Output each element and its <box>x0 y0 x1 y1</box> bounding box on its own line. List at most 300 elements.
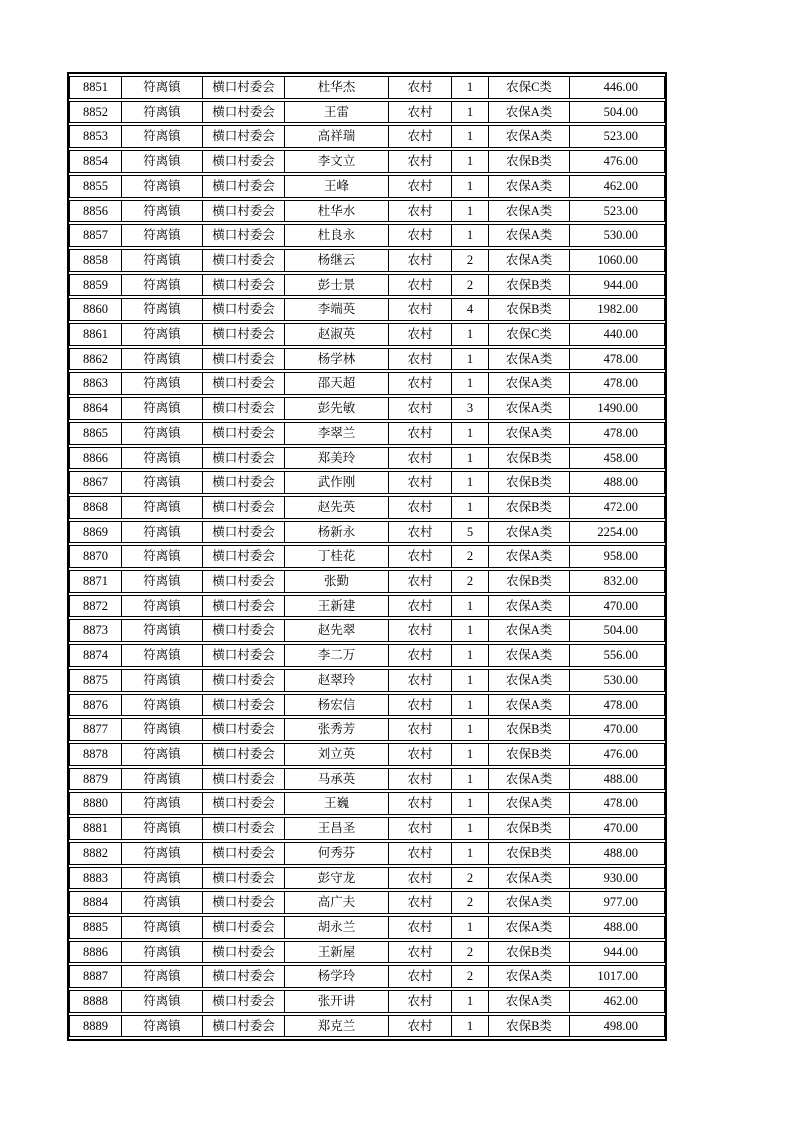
cell-insurance-category: 农保A类 <box>488 175 569 198</box>
cell-village-committee: 横口村委会 <box>202 817 284 840</box>
cell-town: 符离镇 <box>121 990 202 1013</box>
cell-town: 符离镇 <box>121 521 202 544</box>
cell-village-committee: 横口村委会 <box>202 101 284 124</box>
cell-village-committee: 横口村委会 <box>202 372 284 395</box>
cell-amount: 470.00 <box>569 595 665 618</box>
cell-household-type: 农村 <box>388 545 451 568</box>
cell-person-count: 1 <box>451 200 488 223</box>
cell-person-name: 赵翠玲 <box>284 669 388 692</box>
table-row <box>69 125 665 148</box>
cell-household-type: 农村 <box>388 1015 451 1038</box>
table-row <box>69 397 665 420</box>
cell-town: 符离镇 <box>121 644 202 667</box>
cell-person-count: 1 <box>451 595 488 618</box>
cell-household-type: 农村 <box>388 323 451 346</box>
cell-person-name: 赵先翠 <box>284 619 388 642</box>
cell-village-committee: 横口村委会 <box>202 743 284 766</box>
cell-person-count: 4 <box>451 298 488 321</box>
cell-insurance-category: 农保A类 <box>488 595 569 618</box>
cell-village-committee: 横口村委会 <box>202 422 284 445</box>
cell-serial-number: 8865 <box>69 422 121 445</box>
cell-household-type: 农村 <box>388 891 451 914</box>
cell-insurance-category: 农保B类 <box>488 743 569 766</box>
cell-insurance-category: 农保B类 <box>488 817 569 840</box>
cell-household-type: 农村 <box>388 570 451 593</box>
cell-person-count: 2 <box>451 965 488 988</box>
table-row <box>69 372 665 395</box>
table-row <box>69 867 665 890</box>
cell-person-name: 郑美玲 <box>284 447 388 470</box>
cell-insurance-category: 农保A类 <box>488 669 569 692</box>
cell-town: 符离镇 <box>121 150 202 173</box>
cell-person-count: 1 <box>451 990 488 1013</box>
cell-amount: 458.00 <box>569 447 665 470</box>
cell-person-name: 彭守龙 <box>284 867 388 890</box>
table-row <box>69 792 665 815</box>
table-row <box>69 941 665 964</box>
cell-person-name: 杨学林 <box>284 348 388 371</box>
cell-serial-number: 8875 <box>69 669 121 692</box>
cell-town: 符离镇 <box>121 372 202 395</box>
cell-village-committee: 横口村委会 <box>202 76 284 99</box>
cell-household-type: 农村 <box>388 348 451 371</box>
cell-amount: 478.00 <box>569 372 665 395</box>
cell-person-name: 李二万 <box>284 644 388 667</box>
cell-person-name: 杨继云 <box>284 249 388 272</box>
cell-town: 符离镇 <box>121 76 202 99</box>
cell-amount: 977.00 <box>569 891 665 914</box>
cell-serial-number: 8885 <box>69 916 121 939</box>
cell-person-count: 5 <box>451 521 488 544</box>
cell-town: 符离镇 <box>121 447 202 470</box>
cell-serial-number: 8882 <box>69 842 121 865</box>
cell-village-committee: 横口村委会 <box>202 595 284 618</box>
cell-serial-number: 8884 <box>69 891 121 914</box>
cell-town: 符离镇 <box>121 422 202 445</box>
cell-village-committee: 横口村委会 <box>202 274 284 297</box>
cell-insurance-category: 农保B类 <box>488 496 569 519</box>
table-row <box>69 447 665 470</box>
cell-insurance-category: 农保A类 <box>488 644 569 667</box>
cell-serial-number: 8888 <box>69 990 121 1013</box>
cell-serial-number: 8872 <box>69 595 121 618</box>
cell-town: 符离镇 <box>121 619 202 642</box>
cell-household-type: 农村 <box>388 842 451 865</box>
cell-insurance-category: 农保B类 <box>488 718 569 741</box>
table-row <box>69 298 665 321</box>
cell-insurance-category: 农保B类 <box>488 570 569 593</box>
cell-amount: 488.00 <box>569 768 665 791</box>
cell-insurance-category: 农保B类 <box>488 150 569 173</box>
cell-serial-number: 8877 <box>69 718 121 741</box>
cell-household-type: 农村 <box>388 471 451 494</box>
cell-serial-number: 8881 <box>69 817 121 840</box>
table-row <box>69 718 665 741</box>
cell-person-name: 李文立 <box>284 150 388 173</box>
cell-village-committee: 横口村委会 <box>202 447 284 470</box>
cell-village-committee: 横口村委会 <box>202 348 284 371</box>
insurance-roster-table <box>67 72 667 1041</box>
cell-person-count: 2 <box>451 545 488 568</box>
cell-serial-number: 8852 <box>69 101 121 124</box>
cell-person-count: 2 <box>451 891 488 914</box>
cell-town: 符离镇 <box>121 298 202 321</box>
cell-town: 符离镇 <box>121 200 202 223</box>
cell-town: 符离镇 <box>121 965 202 988</box>
cell-serial-number: 8863 <box>69 372 121 395</box>
cell-person-name: 杜良永 <box>284 224 388 247</box>
cell-amount: 472.00 <box>569 496 665 519</box>
cell-amount: 2254.00 <box>569 521 665 544</box>
cell-serial-number: 8879 <box>69 768 121 791</box>
cell-amount: 1490.00 <box>569 397 665 420</box>
cell-serial-number: 8856 <box>69 200 121 223</box>
cell-amount: 944.00 <box>569 274 665 297</box>
cell-household-type: 农村 <box>388 619 451 642</box>
cell-person-count: 1 <box>451 842 488 865</box>
cell-insurance-category: 农保A类 <box>488 792 569 815</box>
cell-person-count: 1 <box>451 224 488 247</box>
cell-person-name: 张勤 <box>284 570 388 593</box>
cell-town: 符离镇 <box>121 570 202 593</box>
cell-household-type: 农村 <box>388 249 451 272</box>
table-row <box>69 644 665 667</box>
cell-insurance-category: 农保A类 <box>488 249 569 272</box>
cell-household-type: 农村 <box>388 792 451 815</box>
cell-household-type: 农村 <box>388 372 451 395</box>
cell-town: 符离镇 <box>121 545 202 568</box>
cell-person-name: 张开讲 <box>284 990 388 1013</box>
cell-insurance-category: 农保A类 <box>488 372 569 395</box>
cell-amount: 1017.00 <box>569 965 665 988</box>
cell-person-count: 1 <box>451 496 488 519</box>
cell-household-type: 农村 <box>388 150 451 173</box>
cell-insurance-category: 农保A类 <box>488 545 569 568</box>
cell-amount: 523.00 <box>569 200 665 223</box>
cell-person-name: 高广夫 <box>284 891 388 914</box>
cell-household-type: 农村 <box>388 422 451 445</box>
cell-household-type: 农村 <box>388 941 451 964</box>
cell-town: 符离镇 <box>121 496 202 519</box>
cell-amount: 478.00 <box>569 694 665 717</box>
cell-household-type: 农村 <box>388 76 451 99</box>
cell-insurance-category: 农保A类 <box>488 990 569 1013</box>
cell-amount: 530.00 <box>569 224 665 247</box>
cell-amount: 476.00 <box>569 743 665 766</box>
table-row <box>69 817 665 840</box>
cell-serial-number: 8859 <box>69 274 121 297</box>
cell-town: 符离镇 <box>121 1015 202 1038</box>
cell-household-type: 农村 <box>388 595 451 618</box>
cell-person-name: 彭士景 <box>284 274 388 297</box>
cell-insurance-category: 农保A类 <box>488 619 569 642</box>
cell-insurance-category: 农保B类 <box>488 1015 569 1038</box>
table-row <box>69 471 665 494</box>
cell-person-name: 丁桂花 <box>284 545 388 568</box>
cell-household-type: 农村 <box>388 965 451 988</box>
cell-household-type: 农村 <box>388 447 451 470</box>
cell-person-count: 2 <box>451 249 488 272</box>
table-row <box>69 965 665 988</box>
cell-household-type: 农村 <box>388 200 451 223</box>
cell-insurance-category: 农保A类 <box>488 694 569 717</box>
cell-household-type: 农村 <box>388 521 451 544</box>
cell-amount: 1982.00 <box>569 298 665 321</box>
cell-town: 符离镇 <box>121 842 202 865</box>
cell-insurance-category: 农保B类 <box>488 842 569 865</box>
cell-serial-number: 8867 <box>69 471 121 494</box>
cell-amount: 504.00 <box>569 619 665 642</box>
cell-serial-number: 8855 <box>69 175 121 198</box>
cell-household-type: 农村 <box>388 274 451 297</box>
cell-village-committee: 横口村委会 <box>202 521 284 544</box>
cell-town: 符离镇 <box>121 249 202 272</box>
cell-serial-number: 8886 <box>69 941 121 964</box>
table-row <box>69 323 665 346</box>
cell-amount: 488.00 <box>569 471 665 494</box>
cell-insurance-category: 农保C类 <box>488 323 569 346</box>
cell-town: 符离镇 <box>121 694 202 717</box>
table-row <box>69 224 665 247</box>
cell-village-committee: 横口村委会 <box>202 941 284 964</box>
cell-amount: 470.00 <box>569 718 665 741</box>
cell-person-count: 1 <box>451 619 488 642</box>
cell-household-type: 农村 <box>388 644 451 667</box>
cell-village-committee: 横口村委会 <box>202 175 284 198</box>
cell-village-committee: 横口村委会 <box>202 545 284 568</box>
cell-person-count: 1 <box>451 1015 488 1038</box>
cell-person-name: 杨宏信 <box>284 694 388 717</box>
cell-insurance-category: 农保A类 <box>488 867 569 890</box>
table-row <box>69 348 665 371</box>
cell-person-count: 1 <box>451 471 488 494</box>
cell-village-committee: 横口村委会 <box>202 619 284 642</box>
cell-serial-number: 8871 <box>69 570 121 593</box>
cell-person-name: 赵淑英 <box>284 323 388 346</box>
cell-serial-number: 8889 <box>69 1015 121 1038</box>
cell-amount: 478.00 <box>569 792 665 815</box>
cell-person-count: 1 <box>451 644 488 667</box>
cell-amount: 944.00 <box>569 941 665 964</box>
cell-person-count: 1 <box>451 76 488 99</box>
table-row <box>69 595 665 618</box>
cell-household-type: 农村 <box>388 867 451 890</box>
cell-town: 符离镇 <box>121 595 202 618</box>
cell-household-type: 农村 <box>388 175 451 198</box>
table-row <box>69 101 665 124</box>
cell-village-committee: 横口村委会 <box>202 718 284 741</box>
cell-village-committee: 横口村委会 <box>202 694 284 717</box>
cell-serial-number: 8862 <box>69 348 121 371</box>
cell-insurance-category: 农保B类 <box>488 447 569 470</box>
cell-person-count: 1 <box>451 792 488 815</box>
cell-town: 符离镇 <box>121 792 202 815</box>
cell-village-committee: 横口村委会 <box>202 1015 284 1038</box>
cell-village-committee: 横口村委会 <box>202 768 284 791</box>
cell-household-type: 农村 <box>388 224 451 247</box>
cell-person-name: 王新屋 <box>284 941 388 964</box>
cell-person-name: 王雷 <box>284 101 388 124</box>
cell-town: 符离镇 <box>121 718 202 741</box>
cell-village-committee: 横口村委会 <box>202 471 284 494</box>
cell-person-name: 何秀芬 <box>284 842 388 865</box>
cell-insurance-category: 农保B类 <box>488 274 569 297</box>
cell-household-type: 农村 <box>388 694 451 717</box>
cell-person-name: 武作刚 <box>284 471 388 494</box>
cell-person-count: 1 <box>451 718 488 741</box>
table-row <box>69 768 665 791</box>
table-row <box>69 545 665 568</box>
cell-village-committee: 横口村委会 <box>202 224 284 247</box>
cell-insurance-category: 农保A类 <box>488 125 569 148</box>
cell-household-type: 农村 <box>388 916 451 939</box>
cell-person-count: 1 <box>451 817 488 840</box>
table-row <box>69 175 665 198</box>
cell-person-count: 1 <box>451 916 488 939</box>
table-row <box>69 521 665 544</box>
cell-person-count: 1 <box>451 150 488 173</box>
cell-amount: 470.00 <box>569 817 665 840</box>
cell-amount: 958.00 <box>569 545 665 568</box>
cell-amount: 930.00 <box>569 867 665 890</box>
cell-insurance-category: 农保A类 <box>488 891 569 914</box>
cell-household-type: 农村 <box>388 397 451 420</box>
table-row <box>69 274 665 297</box>
cell-village-committee: 横口村委会 <box>202 792 284 815</box>
cell-household-type: 农村 <box>388 718 451 741</box>
cell-person-name: 王巍 <box>284 792 388 815</box>
cell-serial-number: 8874 <box>69 644 121 667</box>
cell-town: 符离镇 <box>121 891 202 914</box>
cell-serial-number: 8861 <box>69 323 121 346</box>
cell-person-count: 1 <box>451 101 488 124</box>
table-row <box>69 891 665 914</box>
cell-town: 符离镇 <box>121 817 202 840</box>
table-body <box>69 76 665 1037</box>
cell-person-name: 邵天超 <box>284 372 388 395</box>
table-row <box>69 150 665 173</box>
cell-insurance-category: 农保A类 <box>488 521 569 544</box>
cell-town: 符离镇 <box>121 101 202 124</box>
cell-person-count: 1 <box>451 447 488 470</box>
cell-insurance-category: 农保B类 <box>488 298 569 321</box>
cell-serial-number: 8878 <box>69 743 121 766</box>
cell-person-name: 杜华水 <box>284 200 388 223</box>
cell-serial-number: 8857 <box>69 224 121 247</box>
cell-village-committee: 横口村委会 <box>202 323 284 346</box>
cell-person-name: 刘立英 <box>284 743 388 766</box>
cell-village-committee: 横口村委会 <box>202 842 284 865</box>
cell-amount: 556.00 <box>569 644 665 667</box>
cell-person-count: 2 <box>451 570 488 593</box>
cell-village-committee: 横口村委会 <box>202 669 284 692</box>
table-row <box>69 570 665 593</box>
cell-serial-number: 8860 <box>69 298 121 321</box>
cell-person-count: 3 <box>451 397 488 420</box>
table-row <box>69 76 665 99</box>
cell-person-name: 马承英 <box>284 768 388 791</box>
cell-insurance-category: 农保A类 <box>488 224 569 247</box>
table-row <box>69 842 665 865</box>
cell-amount: 446.00 <box>569 76 665 99</box>
cell-town: 符离镇 <box>121 471 202 494</box>
cell-household-type: 农村 <box>388 768 451 791</box>
cell-person-count: 1 <box>451 669 488 692</box>
cell-person-count: 1 <box>451 348 488 371</box>
cell-person-name: 李翠兰 <box>284 422 388 445</box>
cell-village-committee: 横口村委会 <box>202 249 284 272</box>
cell-person-name: 高祥瑞 <box>284 125 388 148</box>
cell-person-name: 杨学玲 <box>284 965 388 988</box>
cell-town: 符离镇 <box>121 941 202 964</box>
cell-household-type: 农村 <box>388 669 451 692</box>
cell-serial-number: 8866 <box>69 447 121 470</box>
cell-household-type: 农村 <box>388 990 451 1013</box>
cell-amount: 1060.00 <box>569 249 665 272</box>
cell-serial-number: 8864 <box>69 397 121 420</box>
cell-amount: 488.00 <box>569 916 665 939</box>
cell-household-type: 农村 <box>388 101 451 124</box>
cell-serial-number: 8873 <box>69 619 121 642</box>
cell-amount: 476.00 <box>569 150 665 173</box>
cell-village-committee: 横口村委会 <box>202 867 284 890</box>
cell-serial-number: 8880 <box>69 792 121 815</box>
cell-town: 符离镇 <box>121 743 202 766</box>
cell-person-name: 王昌圣 <box>284 817 388 840</box>
cell-serial-number: 8854 <box>69 150 121 173</box>
cell-person-name: 赵先英 <box>284 496 388 519</box>
cell-serial-number: 8858 <box>69 249 121 272</box>
cell-household-type: 农村 <box>388 298 451 321</box>
cell-serial-number: 8868 <box>69 496 121 519</box>
cell-person-name: 王峰 <box>284 175 388 198</box>
cell-insurance-category: 农保B类 <box>488 941 569 964</box>
cell-insurance-category: 农保A类 <box>488 397 569 420</box>
cell-village-committee: 横口村委会 <box>202 644 284 667</box>
cell-village-committee: 横口村委会 <box>202 990 284 1013</box>
cell-person-name: 杨新永 <box>284 521 388 544</box>
cell-person-name: 胡永兰 <box>284 916 388 939</box>
cell-amount: 523.00 <box>569 125 665 148</box>
cell-household-type: 农村 <box>388 496 451 519</box>
cell-amount: 462.00 <box>569 175 665 198</box>
cell-serial-number: 8887 <box>69 965 121 988</box>
cell-person-count: 1 <box>451 372 488 395</box>
cell-village-committee: 横口村委会 <box>202 200 284 223</box>
table-row <box>69 916 665 939</box>
cell-insurance-category: 农保A类 <box>488 916 569 939</box>
cell-person-count: 1 <box>451 422 488 445</box>
cell-town: 符离镇 <box>121 274 202 297</box>
cell-town: 符离镇 <box>121 397 202 420</box>
cell-village-committee: 横口村委会 <box>202 125 284 148</box>
cell-village-committee: 横口村委会 <box>202 496 284 519</box>
cell-insurance-category: 农保A类 <box>488 101 569 124</box>
cell-serial-number: 8876 <box>69 694 121 717</box>
table-row <box>69 669 665 692</box>
cell-serial-number: 8883 <box>69 867 121 890</box>
cell-amount: 462.00 <box>569 990 665 1013</box>
cell-serial-number: 8853 <box>69 125 121 148</box>
cell-town: 符离镇 <box>121 125 202 148</box>
cell-amount: 488.00 <box>569 842 665 865</box>
cell-town: 符离镇 <box>121 669 202 692</box>
cell-village-committee: 横口村委会 <box>202 397 284 420</box>
cell-village-committee: 横口村委会 <box>202 570 284 593</box>
table-row <box>69 619 665 642</box>
cell-amount: 498.00 <box>569 1015 665 1038</box>
cell-village-committee: 横口村委会 <box>202 298 284 321</box>
